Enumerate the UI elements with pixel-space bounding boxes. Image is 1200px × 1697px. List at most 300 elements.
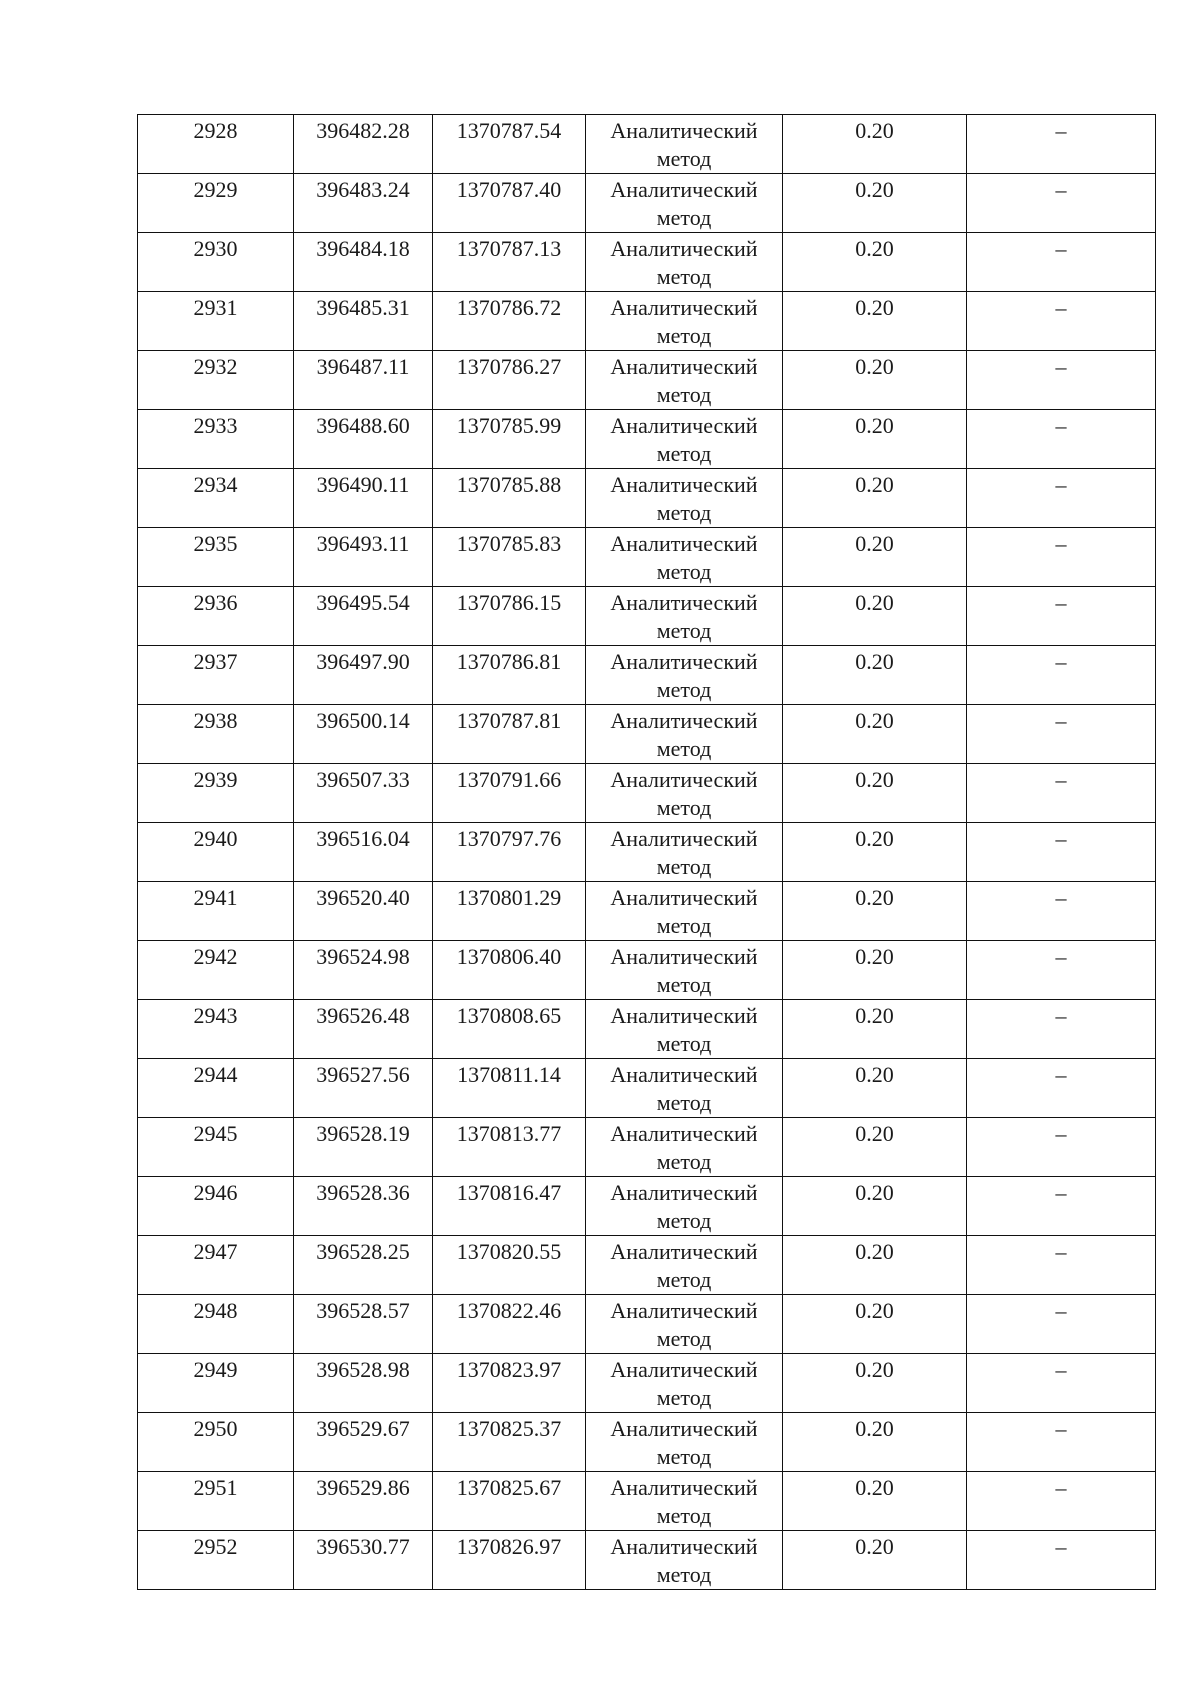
note-cell bbox=[967, 1472, 1156, 1531]
y-coordinate-cell bbox=[433, 1236, 586, 1295]
x-coordinate-cell-text: 396530.77 bbox=[316, 1534, 410, 1559]
y-coordinate-cell-text: 1370825.37 bbox=[456, 1416, 562, 1441]
accuracy-cell bbox=[783, 705, 967, 764]
table-row bbox=[138, 233, 1156, 292]
y-coordinate-cell bbox=[433, 1413, 586, 1472]
x-coordinate-cell bbox=[294, 174, 433, 233]
y-coordinate-cell-text: 1370813.77 bbox=[456, 1121, 562, 1146]
y-coordinate-cell bbox=[433, 1472, 586, 1531]
note-cell-text: – bbox=[1055, 590, 1067, 615]
accuracy-cell bbox=[783, 646, 967, 705]
point-number-cell bbox=[138, 1236, 294, 1295]
y-coordinate-cell bbox=[433, 1177, 586, 1236]
accuracy-cell bbox=[783, 1472, 967, 1531]
point-number-cell-text: 2952 bbox=[193, 1534, 238, 1559]
point-number-cell bbox=[138, 646, 294, 705]
y-coordinate-cell bbox=[433, 1118, 586, 1177]
table-row bbox=[138, 469, 1156, 528]
x-coordinate-cell bbox=[294, 1118, 433, 1177]
y-coordinate-cell-text: 1370786.81 bbox=[456, 649, 562, 674]
y-coordinate-cell-text: 1370785.83 bbox=[456, 531, 562, 556]
x-coordinate-cell-text: 396482.28 bbox=[316, 118, 410, 143]
method-cell bbox=[586, 646, 783, 705]
table-row bbox=[138, 1236, 1156, 1295]
note-cell bbox=[967, 292, 1156, 351]
note-cell-text: – bbox=[1055, 1357, 1067, 1382]
x-coordinate-cell bbox=[294, 1059, 433, 1118]
y-coordinate-cell bbox=[433, 469, 586, 528]
point-number-cell-text: 2943 bbox=[193, 1003, 238, 1028]
point-number-cell bbox=[138, 115, 294, 174]
x-coordinate-cell bbox=[294, 1177, 433, 1236]
y-coordinate-cell-text: 1370787.54 bbox=[456, 118, 562, 143]
point-number-cell-text: 2935 bbox=[193, 531, 238, 556]
method-cell bbox=[586, 1000, 783, 1059]
note-cell bbox=[967, 1354, 1156, 1413]
y-coordinate-cell-text: 1370797.76 bbox=[456, 826, 562, 851]
point-number-cell bbox=[138, 1059, 294, 1118]
table-row bbox=[138, 410, 1156, 469]
accuracy-cell bbox=[783, 233, 967, 292]
note-cell bbox=[967, 764, 1156, 823]
method-cell-text: Аналитический метод bbox=[610, 1298, 758, 1351]
x-coordinate-cell-text: 396495.54 bbox=[316, 590, 410, 615]
note-cell-text: – bbox=[1055, 767, 1067, 792]
point-number-cell-text: 2931 bbox=[193, 295, 238, 320]
note-cell bbox=[967, 1236, 1156, 1295]
note-cell-text: – bbox=[1055, 944, 1067, 969]
x-coordinate-cell bbox=[294, 1472, 433, 1531]
y-coordinate-cell bbox=[433, 764, 586, 823]
table-row bbox=[138, 941, 1156, 1000]
note-cell bbox=[967, 823, 1156, 882]
point-number-cell bbox=[138, 1118, 294, 1177]
y-coordinate-cell bbox=[433, 174, 586, 233]
note-cell-text: – bbox=[1055, 118, 1067, 143]
table-row bbox=[138, 528, 1156, 587]
coordinates-table bbox=[137, 114, 1156, 1590]
point-number-cell bbox=[138, 1295, 294, 1354]
method-cell-text: Аналитический метод bbox=[610, 944, 758, 997]
point-number-cell bbox=[138, 823, 294, 882]
note-cell bbox=[967, 1295, 1156, 1354]
point-number-cell-text: 2948 bbox=[193, 1298, 238, 1323]
table-row bbox=[138, 1118, 1156, 1177]
x-coordinate-cell-text: 396529.86 bbox=[316, 1475, 410, 1500]
method-cell-text: Аналитический метод bbox=[610, 236, 758, 289]
note-cell bbox=[967, 233, 1156, 292]
x-coordinate-cell-text: 396524.98 bbox=[316, 944, 410, 969]
accuracy-cell-text: 0.20 bbox=[855, 1475, 894, 1500]
y-coordinate-cell bbox=[433, 1000, 586, 1059]
accuracy-cell bbox=[783, 410, 967, 469]
x-coordinate-cell-text: 396487.11 bbox=[316, 354, 410, 379]
accuracy-cell-text: 0.20 bbox=[855, 1357, 894, 1382]
accuracy-cell-text: 0.20 bbox=[855, 472, 894, 497]
point-number-cell bbox=[138, 587, 294, 646]
method-cell bbox=[586, 587, 783, 646]
y-coordinate-cell-text: 1370786.15 bbox=[456, 590, 562, 615]
point-number-cell-text: 2945 bbox=[193, 1121, 238, 1146]
note-cell-text: – bbox=[1055, 1239, 1067, 1264]
table-row bbox=[138, 351, 1156, 410]
x-coordinate-cell-text: 396527.56 bbox=[316, 1062, 410, 1087]
note-cell bbox=[967, 351, 1156, 410]
point-number-cell bbox=[138, 882, 294, 941]
method-cell-text: Аналитический метод bbox=[610, 1180, 758, 1233]
accuracy-cell bbox=[783, 1413, 967, 1472]
point-number-cell bbox=[138, 469, 294, 528]
note-cell bbox=[967, 469, 1156, 528]
note-cell bbox=[967, 1000, 1156, 1059]
method-cell bbox=[586, 174, 783, 233]
note-cell-text: – bbox=[1055, 531, 1067, 556]
method-cell bbox=[586, 469, 783, 528]
accuracy-cell bbox=[783, 1177, 967, 1236]
method-cell bbox=[586, 292, 783, 351]
x-coordinate-cell-text: 396507.33 bbox=[316, 767, 410, 792]
method-cell-text: Аналитический метод bbox=[610, 708, 758, 761]
accuracy-cell bbox=[783, 823, 967, 882]
point-number-cell-text: 2951 bbox=[193, 1475, 238, 1500]
accuracy-cell bbox=[783, 764, 967, 823]
x-coordinate-cell bbox=[294, 1413, 433, 1472]
method-cell-text: Аналитический метод bbox=[610, 354, 758, 407]
table-row bbox=[138, 587, 1156, 646]
y-coordinate-cell bbox=[433, 646, 586, 705]
accuracy-cell bbox=[783, 469, 967, 528]
accuracy-cell-text: 0.20 bbox=[855, 1416, 894, 1441]
note-cell bbox=[967, 882, 1156, 941]
accuracy-cell-text: 0.20 bbox=[855, 531, 894, 556]
y-coordinate-cell bbox=[433, 587, 586, 646]
x-coordinate-cell bbox=[294, 941, 433, 1000]
note-cell bbox=[967, 941, 1156, 1000]
method-cell-text: Аналитический метод bbox=[610, 413, 758, 466]
y-coordinate-cell-text: 1370806.40 bbox=[456, 944, 562, 969]
accuracy-cell-text: 0.20 bbox=[855, 118, 894, 143]
point-number-cell-text: 2928 bbox=[193, 118, 238, 143]
y-coordinate-cell bbox=[433, 351, 586, 410]
method-cell bbox=[586, 528, 783, 587]
note-cell-text: – bbox=[1055, 1534, 1067, 1559]
x-coordinate-cell bbox=[294, 351, 433, 410]
table-row bbox=[138, 1413, 1156, 1472]
x-coordinate-cell bbox=[294, 469, 433, 528]
y-coordinate-cell-text: 1370816.47 bbox=[456, 1180, 562, 1205]
method-cell-text: Аналитический метод bbox=[610, 295, 758, 348]
table-row bbox=[138, 1472, 1156, 1531]
method-cell bbox=[586, 233, 783, 292]
point-number-cell bbox=[138, 292, 294, 351]
method-cell-text: Аналитический метод bbox=[610, 1003, 758, 1056]
point-number-cell bbox=[138, 233, 294, 292]
note-cell bbox=[967, 115, 1156, 174]
method-cell-text: Аналитический метод bbox=[610, 1357, 758, 1410]
note-cell bbox=[967, 1177, 1156, 1236]
x-coordinate-cell bbox=[294, 764, 433, 823]
x-coordinate-cell bbox=[294, 1236, 433, 1295]
point-number-cell bbox=[138, 351, 294, 410]
y-coordinate-cell-text: 1370801.29 bbox=[456, 885, 562, 910]
note-cell-text: – bbox=[1055, 1003, 1067, 1028]
accuracy-cell-text: 0.20 bbox=[855, 944, 894, 969]
accuracy-cell-text: 0.20 bbox=[855, 708, 894, 733]
x-coordinate-cell-text: 396529.67 bbox=[316, 1416, 410, 1441]
point-number-cell bbox=[138, 528, 294, 587]
accuracy-cell bbox=[783, 351, 967, 410]
x-coordinate-cell bbox=[294, 1354, 433, 1413]
y-coordinate-cell bbox=[433, 233, 586, 292]
x-coordinate-cell bbox=[294, 292, 433, 351]
accuracy-cell bbox=[783, 174, 967, 233]
table-row bbox=[138, 823, 1156, 882]
point-number-cell bbox=[138, 1531, 294, 1590]
y-coordinate-cell bbox=[433, 1059, 586, 1118]
accuracy-cell-text: 0.20 bbox=[855, 826, 894, 851]
point-number-cell-text: 2941 bbox=[193, 885, 238, 910]
y-coordinate-cell bbox=[433, 1354, 586, 1413]
x-coordinate-cell-text: 396528.98 bbox=[316, 1357, 410, 1382]
method-cell bbox=[586, 1531, 783, 1590]
method-cell bbox=[586, 351, 783, 410]
y-coordinate-cell bbox=[433, 292, 586, 351]
point-number-cell bbox=[138, 1000, 294, 1059]
x-coordinate-cell bbox=[294, 646, 433, 705]
y-coordinate-cell-text: 1370785.88 bbox=[456, 472, 562, 497]
method-cell bbox=[586, 1472, 783, 1531]
accuracy-cell-text: 0.20 bbox=[855, 413, 894, 438]
point-number-cell-text: 2937 bbox=[193, 649, 238, 674]
accuracy-cell bbox=[783, 1118, 967, 1177]
x-coordinate-cell bbox=[294, 115, 433, 174]
y-coordinate-cell bbox=[433, 115, 586, 174]
note-cell-text: – bbox=[1055, 649, 1067, 674]
x-coordinate-cell-text: 396493.11 bbox=[316, 531, 410, 556]
accuracy-cell-text: 0.20 bbox=[855, 767, 894, 792]
x-coordinate-cell-text: 396490.11 bbox=[316, 472, 410, 497]
accuracy-cell-text: 0.20 bbox=[855, 1121, 894, 1146]
y-coordinate-cell-text: 1370787.81 bbox=[456, 708, 562, 733]
method-cell bbox=[586, 410, 783, 469]
x-coordinate-cell-text: 396485.31 bbox=[316, 295, 410, 320]
method-cell-text: Аналитический метод bbox=[610, 590, 758, 643]
y-coordinate-cell-text: 1370787.13 bbox=[456, 236, 562, 261]
point-number-cell-text: 2946 bbox=[193, 1180, 238, 1205]
point-number-cell bbox=[138, 1177, 294, 1236]
table-row bbox=[138, 115, 1156, 174]
y-coordinate-cell-text: 1370785.99 bbox=[456, 413, 562, 438]
accuracy-cell bbox=[783, 1354, 967, 1413]
note-cell-text: – bbox=[1055, 472, 1067, 497]
method-cell-text: Аналитический метод bbox=[610, 826, 758, 879]
x-coordinate-cell-text: 396528.57 bbox=[316, 1298, 410, 1323]
x-coordinate-cell-text: 396500.14 bbox=[316, 708, 410, 733]
method-cell bbox=[586, 823, 783, 882]
method-cell bbox=[586, 115, 783, 174]
point-number-cell bbox=[138, 1354, 294, 1413]
accuracy-cell-text: 0.20 bbox=[855, 1062, 894, 1087]
y-coordinate-cell-text: 1370823.97 bbox=[456, 1357, 562, 1382]
point-number-cell bbox=[138, 410, 294, 469]
y-coordinate-cell-text: 1370822.46 bbox=[456, 1298, 562, 1323]
note-cell bbox=[967, 587, 1156, 646]
accuracy-cell-text: 0.20 bbox=[855, 1239, 894, 1264]
method-cell bbox=[586, 1118, 783, 1177]
point-number-cell-text: 2940 bbox=[193, 826, 238, 851]
x-coordinate-cell bbox=[294, 528, 433, 587]
method-cell-text: Аналитический метод bbox=[610, 767, 758, 820]
y-coordinate-cell-text: 1370791.66 bbox=[456, 767, 562, 792]
x-coordinate-cell-text: 396488.60 bbox=[316, 413, 410, 438]
y-coordinate-cell bbox=[433, 1295, 586, 1354]
point-number-cell-text: 2936 bbox=[193, 590, 238, 615]
point-number-cell-text: 2934 bbox=[193, 472, 238, 497]
note-cell-text: – bbox=[1055, 1475, 1067, 1500]
note-cell bbox=[967, 646, 1156, 705]
point-number-cell bbox=[138, 1472, 294, 1531]
note-cell-text: – bbox=[1055, 826, 1067, 851]
note-cell-text: – bbox=[1055, 708, 1067, 733]
accuracy-cell-text: 0.20 bbox=[855, 354, 894, 379]
y-coordinate-cell-text: 1370786.72 bbox=[456, 295, 562, 320]
accuracy-cell bbox=[783, 882, 967, 941]
accuracy-cell bbox=[783, 1000, 967, 1059]
point-number-cell-text: 2929 bbox=[193, 177, 238, 202]
point-number-cell bbox=[138, 705, 294, 764]
point-number-cell-text: 2938 bbox=[193, 708, 238, 733]
accuracy-cell bbox=[783, 115, 967, 174]
y-coordinate-cell-text: 1370811.14 bbox=[457, 1062, 561, 1087]
y-coordinate-cell bbox=[433, 528, 586, 587]
method-cell bbox=[586, 1413, 783, 1472]
x-coordinate-cell bbox=[294, 1531, 433, 1590]
method-cell bbox=[586, 1059, 783, 1118]
table-row bbox=[138, 705, 1156, 764]
method-cell-text: Аналитический метод bbox=[610, 531, 758, 584]
accuracy-cell-text: 0.20 bbox=[855, 1298, 894, 1323]
accuracy-cell bbox=[783, 587, 967, 646]
x-coordinate-cell bbox=[294, 1295, 433, 1354]
accuracy-cell bbox=[783, 941, 967, 1000]
accuracy-cell bbox=[783, 1059, 967, 1118]
x-coordinate-cell-text: 396497.90 bbox=[316, 649, 410, 674]
y-coordinate-cell-text: 1370825.67 bbox=[456, 1475, 562, 1500]
method-cell bbox=[586, 941, 783, 1000]
y-coordinate-cell-text: 1370786.27 bbox=[456, 354, 562, 379]
note-cell bbox=[967, 528, 1156, 587]
note-cell-text: – bbox=[1055, 354, 1067, 379]
x-coordinate-cell-text: 396528.36 bbox=[316, 1180, 410, 1205]
method-cell bbox=[586, 1295, 783, 1354]
x-coordinate-cell bbox=[294, 233, 433, 292]
note-cell bbox=[967, 174, 1156, 233]
point-number-cell-text: 2947 bbox=[193, 1239, 238, 1264]
x-coordinate-cell bbox=[294, 1000, 433, 1059]
table-row bbox=[138, 764, 1156, 823]
method-cell bbox=[586, 882, 783, 941]
point-number-cell-text: 2932 bbox=[193, 354, 238, 379]
point-number-cell bbox=[138, 174, 294, 233]
accuracy-cell bbox=[783, 1236, 967, 1295]
method-cell-text: Аналитический метод bbox=[610, 1239, 758, 1292]
point-number-cell-text: 2949 bbox=[193, 1357, 238, 1382]
method-cell bbox=[586, 764, 783, 823]
method-cell-text: Аналитический метод bbox=[610, 472, 758, 525]
accuracy-cell-text: 0.20 bbox=[855, 590, 894, 615]
note-cell-text: – bbox=[1055, 1298, 1067, 1323]
point-number-cell bbox=[138, 941, 294, 1000]
point-number-cell-text: 2950 bbox=[193, 1416, 238, 1441]
accuracy-cell bbox=[783, 292, 967, 351]
note-cell-text: – bbox=[1055, 1416, 1067, 1441]
x-coordinate-cell-text: 396483.24 bbox=[316, 177, 410, 202]
table-row bbox=[138, 174, 1156, 233]
y-coordinate-cell-text: 1370820.55 bbox=[456, 1239, 562, 1264]
x-coordinate-cell bbox=[294, 882, 433, 941]
x-coordinate-cell bbox=[294, 705, 433, 764]
note-cell-text: – bbox=[1055, 413, 1067, 438]
note-cell bbox=[967, 410, 1156, 469]
method-cell bbox=[586, 1177, 783, 1236]
method-cell-text: Аналитический метод bbox=[610, 885, 758, 938]
point-number-cell-text: 2930 bbox=[193, 236, 238, 261]
y-coordinate-cell bbox=[433, 705, 586, 764]
method-cell-text: Аналитический метод bbox=[610, 118, 758, 171]
x-coordinate-cell bbox=[294, 587, 433, 646]
point-number-cell-text: 2944 bbox=[193, 1062, 238, 1087]
table-row bbox=[138, 882, 1156, 941]
point-number-cell-text: 2933 bbox=[193, 413, 238, 438]
note-cell-text: – bbox=[1055, 1062, 1067, 1087]
y-coordinate-cell bbox=[433, 941, 586, 1000]
coordinates-table-body bbox=[138, 115, 1156, 1590]
x-coordinate-cell-text: 396528.19 bbox=[316, 1121, 410, 1146]
method-cell-text: Аналитический метод bbox=[610, 1475, 758, 1528]
accuracy-cell-text: 0.20 bbox=[855, 177, 894, 202]
table-row bbox=[138, 1177, 1156, 1236]
x-coordinate-cell-text: 396526.48 bbox=[316, 1003, 410, 1028]
note-cell bbox=[967, 1118, 1156, 1177]
accuracy-cell-text: 0.20 bbox=[855, 649, 894, 674]
y-coordinate-cell-text: 1370826.97 bbox=[456, 1534, 562, 1559]
point-number-cell-text: 2942 bbox=[193, 944, 238, 969]
method-cell-text: Аналитический метод bbox=[610, 1416, 758, 1469]
accuracy-cell bbox=[783, 1295, 967, 1354]
x-coordinate-cell-text: 396484.18 bbox=[316, 236, 410, 261]
method-cell bbox=[586, 705, 783, 764]
accuracy-cell-text: 0.20 bbox=[855, 236, 894, 261]
note-cell-text: – bbox=[1055, 1121, 1067, 1146]
table-row bbox=[138, 1531, 1156, 1590]
point-number-cell bbox=[138, 764, 294, 823]
x-coordinate-cell-text: 396516.04 bbox=[316, 826, 410, 851]
note-cell-text: – bbox=[1055, 1180, 1067, 1205]
accuracy-cell-text: 0.20 bbox=[855, 885, 894, 910]
table-row bbox=[138, 646, 1156, 705]
x-coordinate-cell-text: 396520.40 bbox=[316, 885, 410, 910]
x-coordinate-cell bbox=[294, 823, 433, 882]
accuracy-cell-text: 0.20 bbox=[855, 1180, 894, 1205]
point-number-cell bbox=[138, 1413, 294, 1472]
table-row bbox=[138, 1059, 1156, 1118]
table-row bbox=[138, 1000, 1156, 1059]
table-row bbox=[138, 292, 1156, 351]
y-coordinate-cell bbox=[433, 410, 586, 469]
accuracy-cell-text: 0.20 bbox=[855, 295, 894, 320]
point-number-cell-text: 2939 bbox=[193, 767, 238, 792]
note-cell-text: – bbox=[1055, 236, 1067, 261]
